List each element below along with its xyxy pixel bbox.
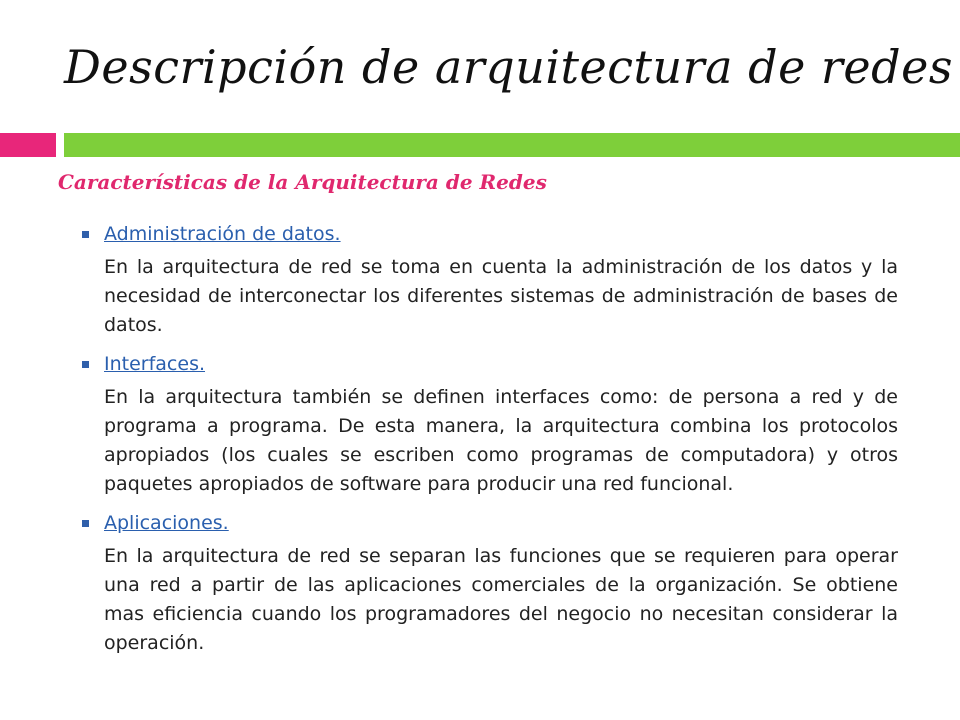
square-bullet-icon (82, 361, 89, 368)
slide-title: Descripción de arquitectura de redes (64, 40, 953, 94)
list-item-paragraph: En la arquitectura también se definen interfaces como: de persona a red y de programa a programa. De esta manera, la arquitectura combina los protocolos apropiados (los cuales se escriben como programas de computadora) y otros paquetes apropiados de software para producir una red funcional. (104, 386, 898, 495)
list-item-interfaces (78, 350, 898, 499)
accent-bar-pink (0, 133, 56, 157)
list-item-paragraph: En la arquitectura de red se toma en cuenta la administración de los datos y la necesidad de interconectar los diferentes sistemas de administración de bases de datos. (104, 256, 898, 336)
content-body (78, 220, 898, 668)
section-subtitle: Características de la Arquitectura de Redes (58, 170, 547, 194)
list-item-heading (78, 220, 898, 249)
square-bullet-icon (82, 520, 89, 527)
link-aplicaciones[interactable]: Aplicaciones. (104, 512, 229, 534)
list-item-paragraph: En la arquitectura de red se separan las funciones que se requieren para operar una red a partir de las aplicaciones comerciales de la organización. Se obtiene mas eficiencia cuando los programadores del negocio no necesitan considerar la operación. (104, 545, 898, 654)
square-bullet-icon (82, 231, 89, 238)
accent-bar-green (64, 133, 960, 157)
link-administracion[interactable]: Administración de datos. (104, 223, 341, 245)
list-item-heading (78, 509, 898, 538)
list-item-administracion (78, 220, 898, 340)
link-interfaces[interactable]: Interfaces. (104, 353, 206, 375)
list-item-heading (78, 350, 898, 379)
list-item-aplicaciones (78, 509, 898, 658)
